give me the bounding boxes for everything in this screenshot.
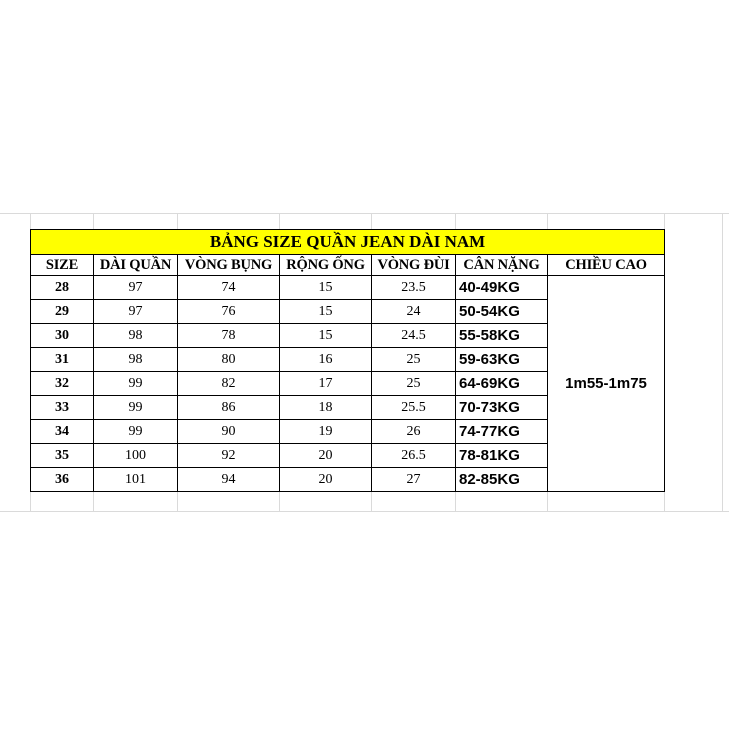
table-row [31,276,665,300]
waist-cell[interactable]: 82 [178,372,280,396]
waist-cell[interactable]: 80 [178,348,280,372]
leg-width-cell[interactable]: 20 [280,468,372,492]
gridline [722,213,723,512]
leg-width-cell[interactable]: 15 [280,300,372,324]
waist-cell[interactable]: 90 [178,420,280,444]
size-chart-table [30,229,665,492]
size-cell[interactable]: 32 [31,372,94,396]
leg-width-cell[interactable]: 16 [280,348,372,372]
length-cell[interactable]: 97 [94,276,178,300]
thigh-cell[interactable]: 24 [372,300,456,324]
length-cell[interactable]: 101 [94,468,178,492]
leg-width-cell[interactable]: 19 [280,420,372,444]
height-range-cell[interactable]: 1m55-1m75 [548,276,665,492]
thigh-cell[interactable]: 25 [372,372,456,396]
size-cell[interactable]: 34 [31,420,94,444]
waist-cell[interactable]: 86 [178,396,280,420]
weight-cell[interactable]: 50-54KG [456,300,548,324]
thigh-cell[interactable]: 26.5 [372,444,456,468]
table-body [31,276,665,492]
size-cell[interactable]: 33 [31,396,94,420]
waist-cell[interactable]: 94 [178,468,280,492]
weight-cell[interactable]: 59-63KG [456,348,548,372]
header-weight[interactable]: CÂN NẶNG [456,255,548,276]
leg-width-cell[interactable]: 17 [280,372,372,396]
length-cell[interactable]: 100 [94,444,178,468]
length-cell[interactable]: 97 [94,300,178,324]
leg-width-cell[interactable]: 18 [280,396,372,420]
leg-width-cell[interactable]: 20 [280,444,372,468]
header-waist[interactable]: VÒNG BỤNG [178,255,280,276]
size-cell[interactable]: 29 [31,300,94,324]
gridline [0,511,729,512]
table-title[interactable]: BẢNG SIZE QUẦN JEAN DÀI NAM [31,230,665,255]
weight-cell[interactable]: 55-58KG [456,324,548,348]
thigh-cell[interactable]: 23.5 [372,276,456,300]
weight-cell[interactable]: 74-77KG [456,420,548,444]
gridline [0,213,729,214]
waist-cell[interactable]: 74 [178,276,280,300]
header-size[interactable]: SIZE [31,255,94,276]
header-height[interactable]: CHIỀU CAO [548,255,665,276]
length-cell[interactable]: 98 [94,324,178,348]
weight-cell[interactable]: 40-49KG [456,276,548,300]
waist-cell[interactable]: 76 [178,300,280,324]
length-cell[interactable]: 98 [94,348,178,372]
header-length[interactable]: DÀI QUẦN [94,255,178,276]
thigh-cell[interactable]: 26 [372,420,456,444]
header-leg-width[interactable]: RỘNG ỐNG [280,255,372,276]
header-row [31,255,665,276]
size-cell[interactable]: 30 [31,324,94,348]
thigh-cell[interactable]: 27 [372,468,456,492]
weight-cell[interactable]: 64-69KG [456,372,548,396]
length-cell[interactable]: 99 [94,372,178,396]
waist-cell[interactable]: 92 [178,444,280,468]
thigh-cell[interactable]: 25 [372,348,456,372]
leg-width-cell[interactable]: 15 [280,324,372,348]
size-cell[interactable]: 36 [31,468,94,492]
waist-cell[interactable]: 78 [178,324,280,348]
weight-cell[interactable]: 78-81KG [456,444,548,468]
title-row [31,230,665,255]
weight-cell[interactable]: 82-85KG [456,468,548,492]
length-cell[interactable]: 99 [94,420,178,444]
size-cell[interactable]: 28 [31,276,94,300]
length-cell[interactable]: 99 [94,396,178,420]
size-cell[interactable]: 35 [31,444,94,468]
leg-width-cell[interactable]: 15 [280,276,372,300]
size-cell[interactable]: 31 [31,348,94,372]
header-thigh[interactable]: VÒNG ĐÙI [372,255,456,276]
thigh-cell[interactable]: 25.5 [372,396,456,420]
thigh-cell[interactable]: 24.5 [372,324,456,348]
weight-cell[interactable]: 70-73KG [456,396,548,420]
